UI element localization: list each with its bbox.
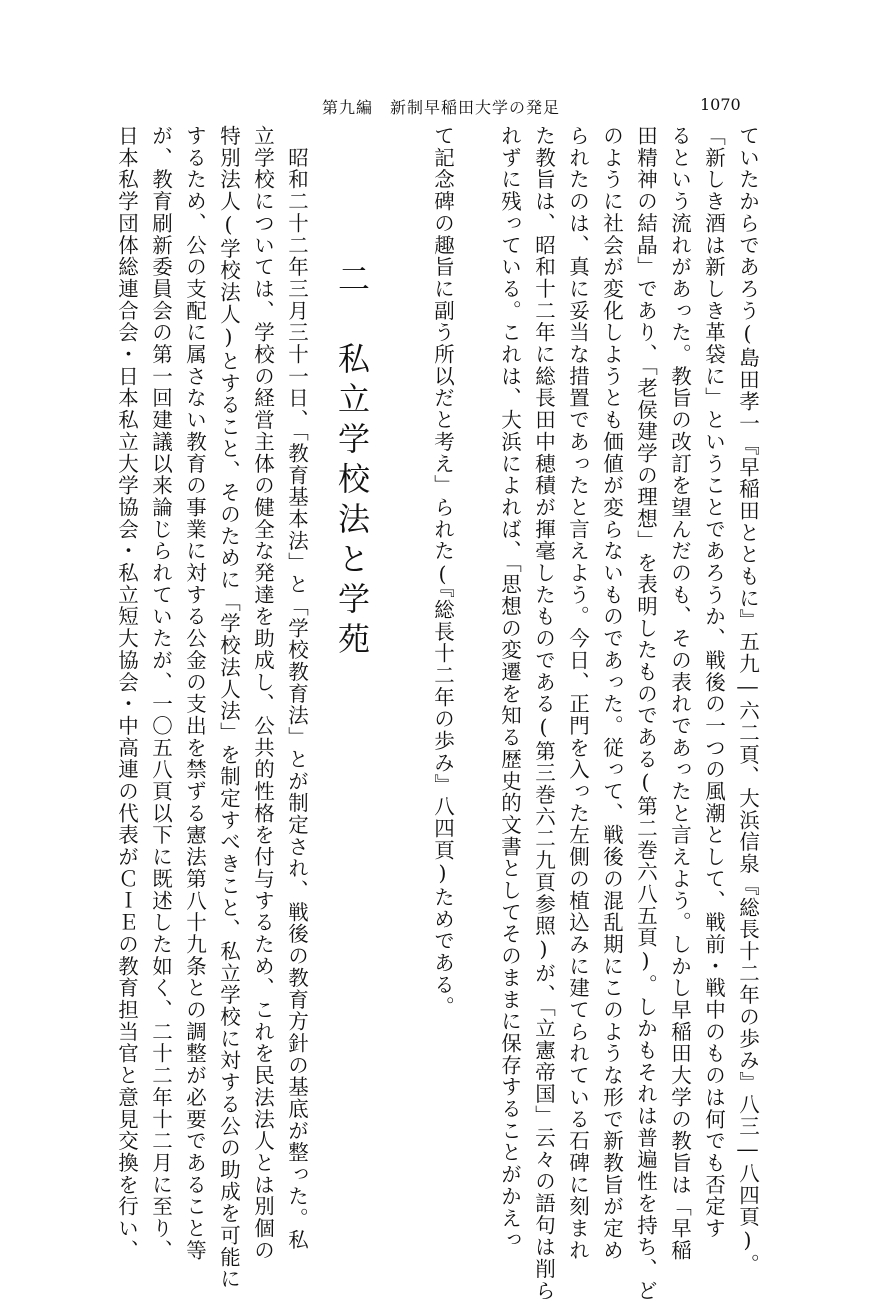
text-line: 日本私学団体総連合会・日本私立大学協会・私立短大協会・中高連の代表がＣＩＥの教育担当官と意見交換を行い、 — [114, 125, 139, 1262]
text-line: られたのは、真に妥当な措置であったと言えよう。今日、正門を入った左側の植込みに建てられている石碑に刻まれ — [565, 125, 590, 1262]
page-number: 1070 — [700, 95, 741, 114]
text-line: 特別法人(学校法人)とすること、そのために「学校法人法」を制定すべきこと、私立学校に対する公の助成を可能に — [216, 125, 241, 1291]
text-line: 「新しき酒は新しき革袋に」ということであろうか、戦後の一つの風潮として、戦前・戦中のものは何でも否定す — [701, 125, 726, 1240]
text-line: て記念碑の趣旨に副う所以だと考え」られた(『総長十二年の歩み』八四頁)ためである。 — [430, 125, 455, 1018]
text-line: れずに残っている。これは、大浜によれば、「思想の変遷を知る歴史的文書としてそのままに保存することがかえっ — [497, 125, 522, 1251]
text-line: が、教育刷新委員会の第一回建議以来論じられていたが、一〇五八頁以下に既述した如く、二十二年十二月に至り、 — [148, 125, 173, 1262]
text-line: 昭和二十二年三月三十一日、「教育基本法」と「学校教育法」とが制定され、戦後の教育方針の基底が整った。私 — [284, 125, 309, 1251]
text-line: のように社会が変化しようとも価値が変らないものであった。従って、戦後の混乱期にこのような形で新教旨が定め — [599, 125, 624, 1262]
running-title: 第九編 新制早稲田大学の発足 — [322, 98, 561, 117]
text-line: するため、公の支配に属さない教育の事業に対する公金の支出を禁ずる憲法第八十九条との調整が必要であること等 — [182, 125, 207, 1262]
text-line: 立学校については、学校の経営主体の健全な発達を助成し、公共的性格を付与するため、これを民法法人とは別個の — [250, 125, 275, 1262]
text-line: 田精神の結晶」であり、「老侯建学の理想」を表明したものである(第二巻六八五頁)。しかもそれは普遍性を持ち、ど — [633, 125, 658, 1302]
section-heading: 二 私立学校法と学苑 — [333, 262, 371, 662]
text-line: た教旨は、昭和十二年に総長田中穂積が揮毫したものである(第三巻六二九頁参照)が、「立憲帝国」云々の語句は削ら — [531, 125, 556, 1302]
text-line: るという流れがあった。教旨の改訂を望んだのも、その表れであったと言えよう。しかし早稲田大学の教旨は「早稲 — [667, 125, 692, 1262]
text-line: ていたからであろう(島田孝一『早稲田とともに』五九―六二頁、大浜信泉『総長十二年の歩み』八三―八四頁)。 — [735, 125, 760, 1276]
